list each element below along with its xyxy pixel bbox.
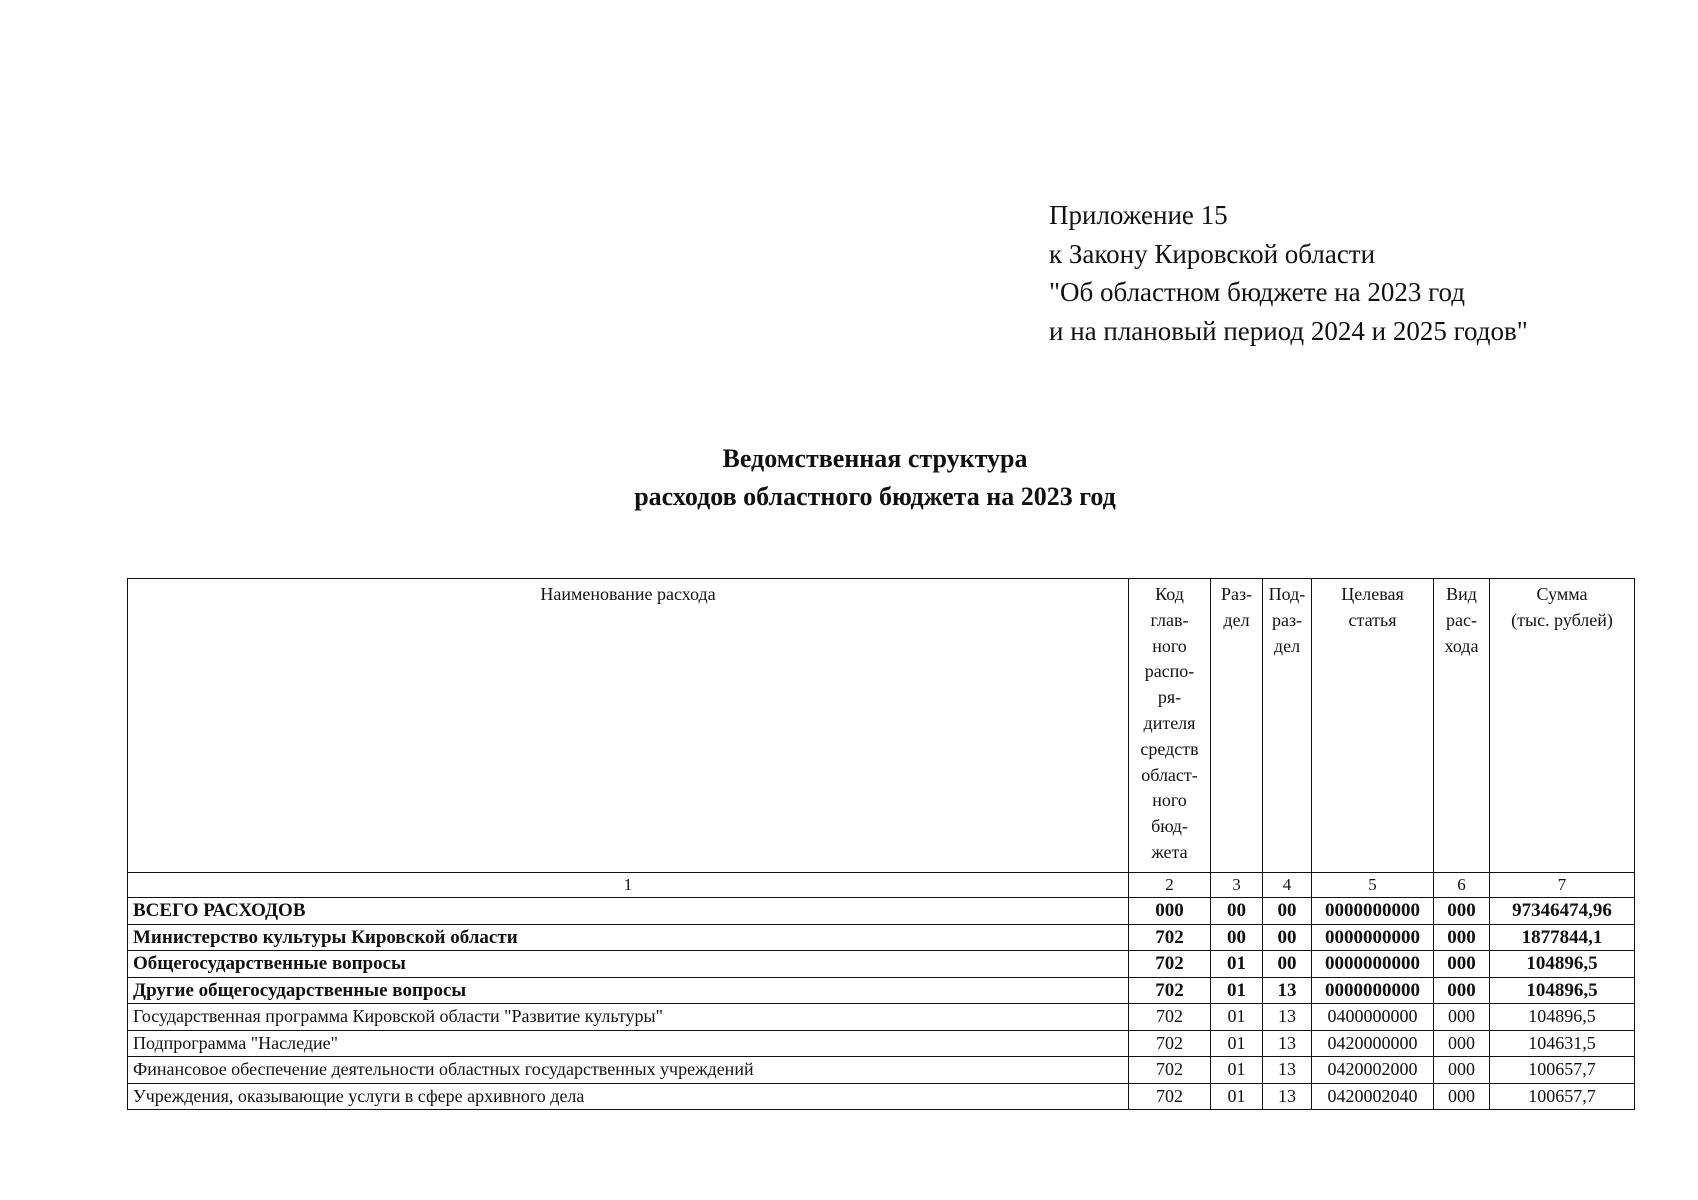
title-line: Ведомственная структура [722, 444, 1028, 473]
cell-name: ВСЕГО РАСХОДОВ [128, 898, 1129, 925]
cell-subsection: 13 [1263, 977, 1312, 1004]
column-number: 4 [1263, 873, 1312, 898]
cell-kind: 000 [1434, 924, 1490, 951]
cell-target: 0420000000 [1312, 1030, 1434, 1057]
cell-target: 0000000000 [1312, 898, 1434, 925]
cell-subsection: 00 [1263, 898, 1312, 925]
header-kind: Вид рас- хода [1434, 579, 1490, 873]
column-number-row [128, 873, 1635, 898]
cell-kind: 000 [1434, 1057, 1490, 1084]
cell-amount: 100657,7 [1490, 1083, 1635, 1110]
cell-code: 702 [1129, 924, 1211, 951]
header-amount: Сумма (тыс. рублей) [1490, 579, 1635, 873]
cell-code: 702 [1129, 977, 1211, 1004]
column-number: 5 [1312, 873, 1434, 898]
header-name: Наименование расхода [128, 579, 1129, 873]
cell-code: 702 [1129, 1057, 1211, 1084]
table-header-row [128, 579, 1635, 873]
column-number: 3 [1211, 873, 1263, 898]
cell-kind: 000 [1434, 951, 1490, 978]
cell-section: 01 [1211, 977, 1263, 1004]
appendix-line: "Об областном бюджете на 2023 год [1049, 277, 1465, 307]
cell-amount: 97346474,96 [1490, 898, 1635, 925]
header-subsection: Под- раз- дел [1263, 579, 1312, 873]
table-row [128, 1057, 1635, 1084]
table-row [128, 1083, 1635, 1110]
cell-code: 000 [1129, 898, 1211, 925]
cell-name: Учреждения, оказывающие услуги в сфере архивного дела [128, 1083, 1129, 1110]
column-number: 6 [1434, 873, 1490, 898]
column-number: 1 [128, 873, 1129, 898]
cell-kind: 000 [1434, 1030, 1490, 1057]
table-row [128, 924, 1635, 951]
cell-kind: 000 [1434, 1004, 1490, 1031]
cell-target: 0420002000 [1312, 1057, 1434, 1084]
cell-kind: 000 [1434, 977, 1490, 1004]
cell-name: Другие общегосударственные вопросы [128, 977, 1129, 1004]
cell-target: 0400000000 [1312, 1004, 1434, 1031]
table-row [128, 898, 1635, 925]
table-row [128, 1004, 1635, 1031]
budget-table [127, 578, 1635, 1110]
cell-amount: 104896,5 [1490, 977, 1635, 1004]
cell-amount: 100657,7 [1490, 1057, 1635, 1084]
cell-section: 00 [1211, 898, 1263, 925]
cell-name: Финансовое обеспечение деятельности областных государственных учреждений [128, 1057, 1129, 1084]
cell-amount: 1877844,1 [1490, 924, 1635, 951]
header-code: Код глав- ного распо- ря- дителя средств област- ного бюд- жета [1129, 579, 1211, 873]
cell-section: 01 [1211, 1057, 1263, 1084]
column-number: 7 [1490, 873, 1635, 898]
cell-name: Государственная программа Кировской области "Развитие культуры" [128, 1004, 1129, 1031]
cell-subsection: 13 [1263, 1030, 1312, 1057]
cell-target: 0000000000 [1312, 977, 1434, 1004]
cell-section: 01 [1211, 1004, 1263, 1031]
cell-subsection: 13 [1263, 1057, 1312, 1084]
cell-subsection: 13 [1263, 1083, 1312, 1110]
document-title [0, 440, 1698, 516]
table-body [128, 898, 1635, 1110]
header-target: Целевая статья [1312, 579, 1434, 873]
cell-section: 00 [1211, 924, 1263, 951]
appendix-note [1049, 196, 1649, 350]
cell-target: 0420002040 [1312, 1083, 1434, 1110]
cell-amount: 104896,5 [1490, 1004, 1635, 1031]
cell-code: 702 [1129, 1083, 1211, 1110]
cell-name: Министерство культуры Кировской области [128, 924, 1129, 951]
cell-code: 702 [1129, 951, 1211, 978]
cell-kind: 000 [1434, 898, 1490, 925]
cell-subsection: 13 [1263, 1004, 1312, 1031]
appendix-line: Приложение 15 [1049, 200, 1228, 230]
table-row [128, 1030, 1635, 1057]
appendix-line: к Закону Кировской области [1049, 238, 1376, 269]
cell-code: 702 [1129, 1004, 1211, 1031]
cell-section: 01 [1211, 1083, 1263, 1110]
cell-target: 0000000000 [1312, 924, 1434, 951]
cell-name: Общегосударственные вопросы [128, 951, 1129, 978]
title-line: расходов областного бюджета на 2023 год [634, 482, 1116, 511]
cell-kind: 000 [1434, 1083, 1490, 1110]
column-number: 2 [1129, 873, 1211, 898]
cell-amount: 104631,5 [1490, 1030, 1635, 1057]
cell-amount: 104896,5 [1490, 951, 1635, 978]
table-row [128, 977, 1635, 1004]
cell-name: Подпрограмма "Наследие" [128, 1030, 1129, 1057]
cell-section: 01 [1211, 1030, 1263, 1057]
cell-target: 0000000000 [1312, 951, 1434, 978]
cell-code: 702 [1129, 1030, 1211, 1057]
cell-subsection: 00 [1263, 951, 1312, 978]
appendix-line: и на плановый период 2024 и 2025 годов" [1049, 315, 1528, 346]
header-section: Раз- дел [1211, 579, 1263, 873]
cell-section: 01 [1211, 951, 1263, 978]
table-row [128, 951, 1635, 978]
cell-subsection: 00 [1263, 924, 1312, 951]
